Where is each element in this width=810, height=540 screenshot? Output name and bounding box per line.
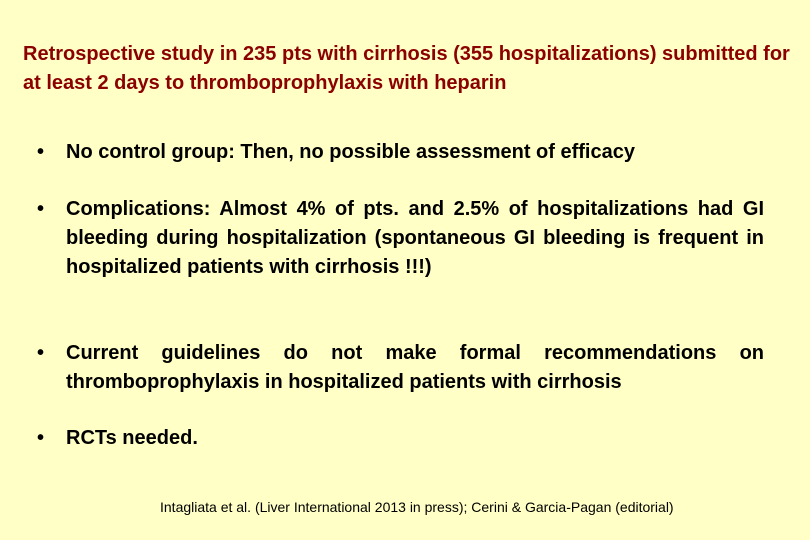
bullet-text: Current guidelines do not make formal recommendations on thromboprophylaxis in hospitalized patients with cirrhosis <box>66 342 764 393</box>
bullet-text: Complications: Almost 4% of pts. and 2.5% of hospitalizations had GI bleeding during hospitalization (spontaneous GI bleeding is frequent in hospitalized patients with cirrhosis !!!) <box>66 198 764 278</box>
slide-title: Retrospective study in 235 pts with cirrhosis (355 hospitalizations) submitted for at least 2 days to thromboprophylaxis with heparin <box>23 43 790 94</box>
bullet-icon: • <box>37 342 45 364</box>
bullet-icon: • <box>37 141 45 163</box>
bullet-icon: • <box>37 427 45 449</box>
bullet-item-no-control-group <box>37 138 764 167</box>
bullet-item-rcts-needed <box>37 424 764 453</box>
bullet-text: RCTs needed. <box>66 427 198 449</box>
bullet-text: No control group: Then, no possible assessment of efficacy <box>66 141 635 163</box>
bullet-item-current-guidelines <box>37 339 764 397</box>
bullet-icon: • <box>37 198 45 220</box>
citation: Intagliata et al. (Liver International 2013 in press); Cerini & Garcia-Pagan (editorial) <box>160 499 674 515</box>
bullet-item-complications <box>37 195 764 282</box>
